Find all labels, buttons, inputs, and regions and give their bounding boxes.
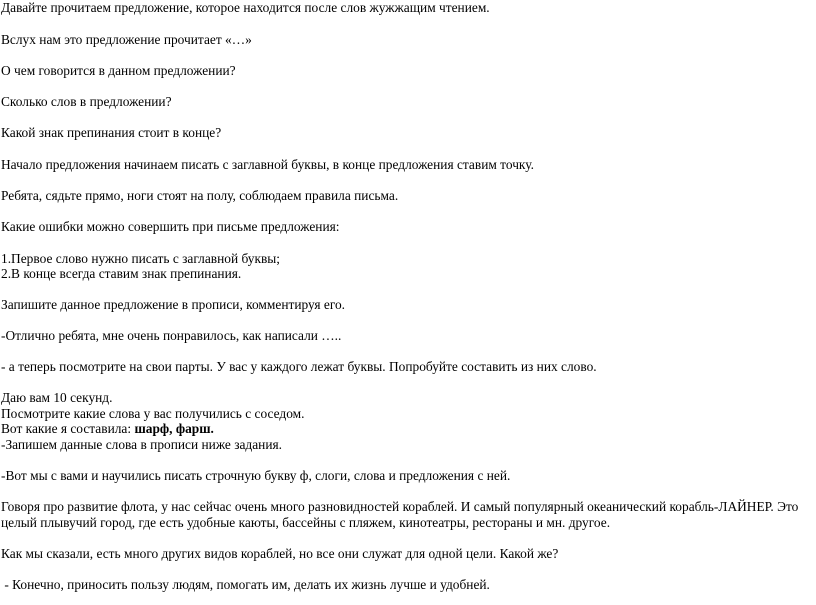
paragraph-write-sentence: Запишите данное предложение в прописи, комментируя его. — [1, 297, 346, 312]
paragraph-sit-straight: Ребята, сядьте прямо, ноги стоят на полу, соблюдаем правила письма. — [1, 188, 399, 203]
paragraph-learned-letter: -Вот мы с вами и научились писать строчную букву ф, слоги, слова и предложения с ней. — [1, 468, 511, 483]
paragraph-possible-errors: Какие ошибки можно совершить при письме предложения: — [1, 219, 340, 234]
composed-words-prefix: Вот какие я составила: — [1, 421, 135, 436]
question-word-count: Сколько слов в предложении? — [1, 94, 172, 109]
paragraph-ships-purpose: Как мы сказали, есть много других видов кораблей, но все они служат для одной цели. Какой же? — [1, 546, 559, 561]
list-item-rule-1: 1.Первое слово нужно писать с заглавной буквы; — [1, 251, 281, 266]
question-punctuation: Какой знак препинания стоит в конце? — [1, 125, 222, 140]
paragraph-write-words: -Запишем данные слова в прописи ниже задания. — [1, 437, 283, 452]
paragraph-capital-letter-rule: Начало предложения начинаем писать с заглавной буквы, в конце предложения ставим точку. — [1, 157, 534, 172]
paragraph-answer: - Конечно, приносить пользу людям, помогать им, делать их жизнь лучше и удобней. — [1, 577, 490, 592]
paragraph-ten-seconds: Даю вам 10 секунд. — [1, 390, 113, 405]
question-topic: О чем говорится в данном предложении? — [1, 63, 236, 78]
paragraph-check-neighbor: Посмотрите какие слова у вас получились с соседом. — [1, 406, 305, 421]
paragraph-read-aloud: Вслух нам это предложение прочитает «…» — [1, 32, 252, 47]
paragraph-fleet-line-2: целый плывучий город, где есть удобные каюты, бассейны с пляжем, кинотеатры, рестораны и мн. другое. — [1, 515, 611, 530]
paragraph-letters-task: - а теперь посмотрите на свои парты. У вас у каждого лежат буквы. Попробуйте составить из них слово. — [1, 359, 597, 374]
list-item-rule-2: 2.В конце всегда ставим знак препинания. — [1, 266, 242, 281]
paragraph-composed-words — [1, 421, 214, 437]
composed-words-bold: шарф, фарш. — [134, 421, 214, 436]
paragraph-instruction-read: Давайте прочитаем предложение, которое находится после слов жужжащим чтением. — [1, 0, 490, 15]
paragraph-fleet-line-1: Говоря про развитие флота, у нас сейчас очень много разновидностей кораблей. И самый популярный океанический корабль-ЛАЙНЕР. Это — [1, 499, 799, 514]
paragraph-praise: -Отлично ребята, мне очень понравилось, как написали ….. — [1, 328, 342, 343]
